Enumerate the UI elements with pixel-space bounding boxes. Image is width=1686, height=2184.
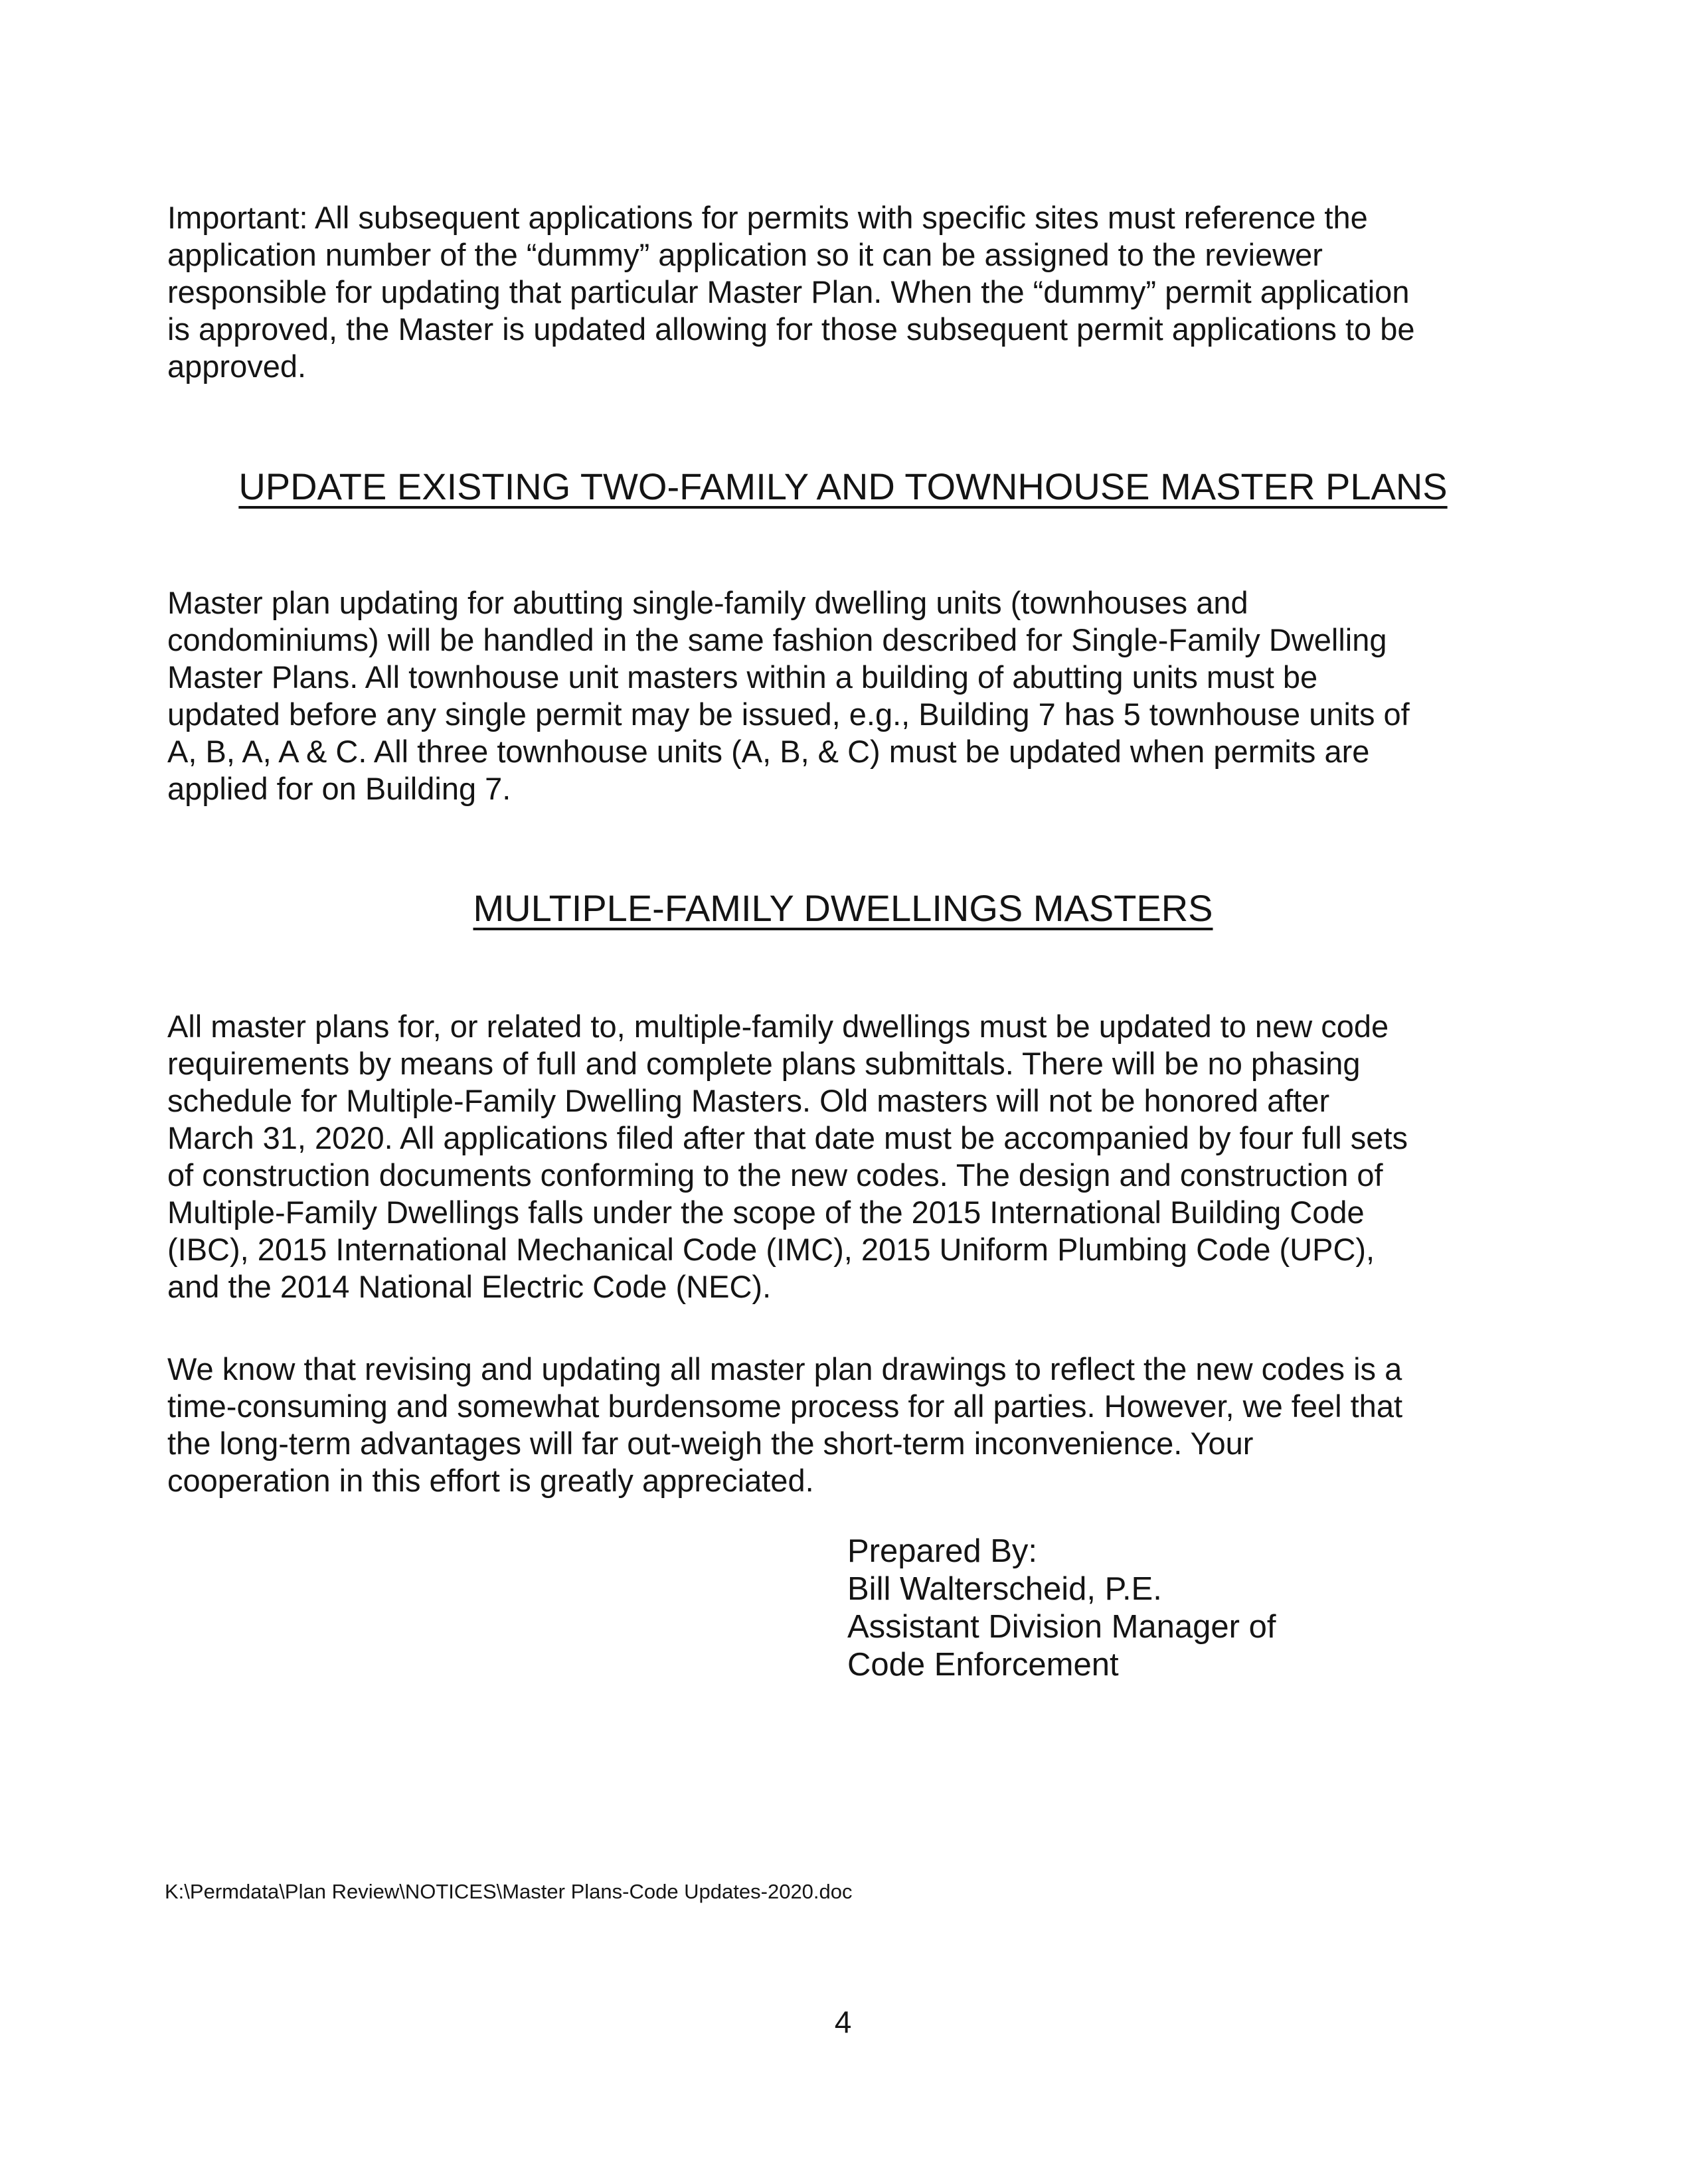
author-name: Bill Walterscheid, P.E. <box>847 1571 1162 1607</box>
multi-family-paragraph-2 <box>167 1351 1502 1499</box>
text-line: time-consuming and somewhat burdensome process for all parties. However, we feel that <box>167 1388 1403 1424</box>
text-line: of construction documents conforming to the new codes. The design and construction of <box>167 1157 1383 1193</box>
heading-multiple-family: MULTIPLE-FAMILY DWELLINGS MASTERS <box>473 887 1213 929</box>
text-line: requirements by means of full and complete plans submittals. There will be no phasing <box>167 1046 1361 1081</box>
text-line: cooperation in this effort is greatly appreciated. <box>167 1463 814 1498</box>
multi-family-paragraph-1 <box>167 1008 1502 1305</box>
text-line: condominiums) will be handled in the same fashion described for Single-Family Dwelling <box>167 622 1387 657</box>
text-line: Multiple-Family Dwellings falls under the scope of the 2015 International Building Code <box>167 1195 1365 1230</box>
text-line: and the 2014 National Electric Code (NEC). <box>167 1269 772 1304</box>
heading-two-family-townhouse: UPDATE EXISTING TWO-FAMILY AND TOWNHOUSE MASTER PLANS <box>238 465 1448 507</box>
text-line: the long-term advantages will far out-weigh the short-term inconvenience. Your <box>167 1426 1254 1461</box>
text-line: updated before any single permit may be issued, e.g., Building 7 has 5 townhouse units of <box>167 697 1410 732</box>
text-line: application number of the “dummy” application so it can be assigned to the reviewer <box>167 237 1323 272</box>
text-line: March 31, 2020. All applications filed after that date must be accompanied by four full sets <box>167 1120 1408 1155</box>
author-title-line-2: Code Enforcement <box>847 1647 1119 1683</box>
text-line: All master plans for, or related to, multiple-family dwellings must be updated to new code <box>167 1009 1389 1044</box>
text-line: (IBC), 2015 International Mechanical Code (IMC), 2015 Uniform Plumbing Code (UPC), <box>167 1232 1375 1267</box>
text-line: Master Plans. All townhouse unit masters within a building of abutting units must be <box>167 659 1318 695</box>
file-path: K:\Permdata\Plan Review\NOTICES\Master Plans-Code Updates-2020.doc <box>165 1880 853 1903</box>
prepared-by-label: Prepared By: <box>847 1533 1037 1569</box>
text-line: We know that revising and updating all master plan drawings to reflect the new codes is a <box>167 1351 1402 1386</box>
page-number: 4 <box>834 2005 852 2039</box>
text-line: A, B, A, A & C. All three townhouse units (A, B, & C) must be updated when permits are <box>167 734 1370 769</box>
important-paragraph <box>167 199 1502 385</box>
text-line: schedule for Multiple-Family Dwelling Masters. Old masters will not be honored after <box>167 1083 1330 1118</box>
text-line: is approved, the Master is updated allowing for those subsequent permit applications to be <box>167 311 1415 347</box>
signature-block <box>847 1533 1276 1684</box>
two-family-paragraph <box>167 584 1502 807</box>
text-line: applied for on Building 7. <box>167 771 511 806</box>
text-line: Important: All subsequent applications for permits with specific sites must reference the <box>167 200 1368 235</box>
text-line: Master plan updating for abutting single-family dwelling units (townhouses and <box>167 585 1248 620</box>
author-title-line-1: Assistant Division Manager of <box>847 1609 1276 1645</box>
text-line: responsible for updating that particular Master Plan. When the “dummy” permit application <box>167 274 1410 309</box>
text-line: approved. <box>167 349 307 384</box>
